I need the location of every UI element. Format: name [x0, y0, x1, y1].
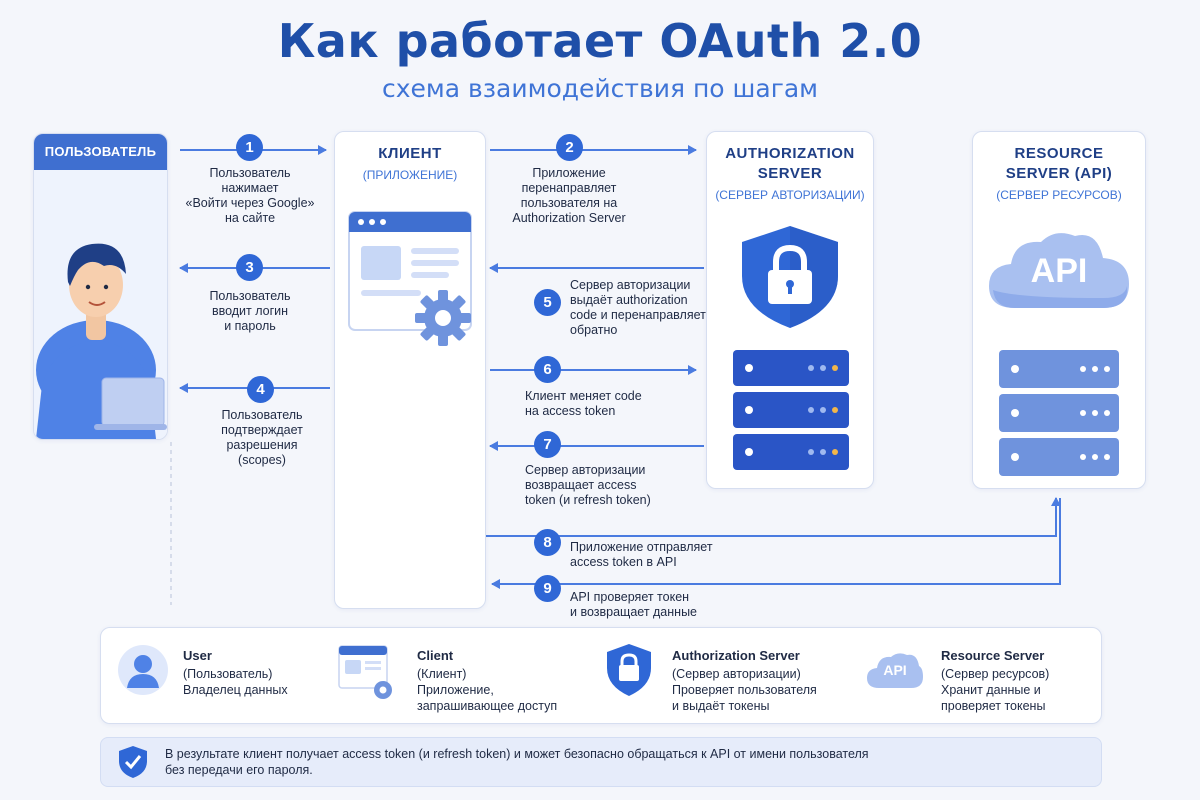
resource-server-panel [972, 131, 1146, 489]
step-7-text: Сервер авторизации возвращает access token (и refresh token) [525, 463, 651, 507]
step-6-number: 6 [534, 356, 561, 383]
legend-api-cloud-icon: API [865, 650, 925, 690]
client-browser-icon [337, 642, 397, 702]
step-5-number: 5 [534, 289, 561, 316]
step-6-text: Клиент меняет code на access token [525, 389, 642, 418]
auth-server-subtitle: (СЕРВЕР АВТОРИЗАЦИИ) [715, 188, 865, 202]
client-panel-subtitle: (ПРИЛОЖЕНИЕ) [362, 168, 458, 182]
step-8-text: Приложение отправляет access token в API [570, 540, 713, 569]
resource-server-subtitle: (СЕРВЕР РЕСУРСОВ) [996, 188, 1122, 202]
legend-user: User (Пользователь) Владелец данных [183, 648, 288, 697]
auth-server-stack-icon [731, 348, 851, 474]
client-panel-title: КЛИЕНТ [378, 145, 442, 162]
legend-resource-server: Resource Server (Сервер ресурсов) Хранит данные и проверяет токены [941, 648, 1050, 713]
step-2-number: 2 [556, 134, 583, 161]
shield-lock-icon [734, 222, 846, 332]
step-8-number: 8 [534, 529, 561, 556]
step-7-number: 7 [534, 431, 561, 458]
user-panel [33, 133, 168, 440]
step-5-text: Сервер авторизации выдаёт authorization code и перенаправляет обратно [570, 278, 706, 337]
step-1-number: 1 [236, 134, 263, 161]
user-illustration [34, 170, 167, 439]
user-avatar-icon [117, 644, 169, 696]
step-3-text: Пользователь вводит логин и пароль [209, 289, 291, 333]
browser-gear-icon [345, 208, 475, 353]
summary-note [100, 737, 1102, 787]
step-4-text: Пользователь подтверждает разрешения (scopes) [221, 408, 303, 467]
client-panel [334, 131, 486, 609]
step-3-number: 3 [236, 254, 263, 281]
legend-panel [100, 627, 1102, 724]
page-title: Как работает OAuth 2.0 [277, 14, 923, 68]
page-subtitle: схема взаимодействия по шагам [381, 74, 819, 103]
summary-note-text: В результате клиент получает access token (и refresh token) и может безопасно обращаться к API от имени пользователя без передачи его пароля. [165, 747, 869, 777]
api-cloud-label: API [1030, 252, 1088, 290]
resource-server-title: RESOURCE SERVER (API) [1005, 145, 1113, 182]
shield-check-icon [117, 744, 149, 780]
step-9-number: 9 [534, 575, 561, 602]
api-cloud-icon [985, 228, 1133, 314]
step-2-text: Приложение перенаправляет пользователя на Authorization Server [512, 166, 626, 225]
legend-shield-lock-icon [603, 642, 655, 700]
resource-server-stack-icon [997, 348, 1121, 478]
step-4-number: 4 [247, 376, 274, 403]
auth-server-title: AUTHORIZATION SERVER [725, 145, 855, 182]
step-9-text: API проверяет токен и возвращает данные [570, 590, 698, 619]
auth-server-panel [706, 131, 874, 489]
legend-client: Client (Клиент) Приложение, запрашивающее доступ [417, 648, 558, 713]
user-panel-title: ПОЛЬЗОВАТЕЛЬ [34, 134, 167, 170]
legend-auth-server: Authorization Server (Сервер авторизации) Проверяет пользователя и выдаёт токены [672, 648, 817, 713]
step-1-text: Пользователь нажимает «Войти через Google» на сайте [185, 166, 315, 225]
